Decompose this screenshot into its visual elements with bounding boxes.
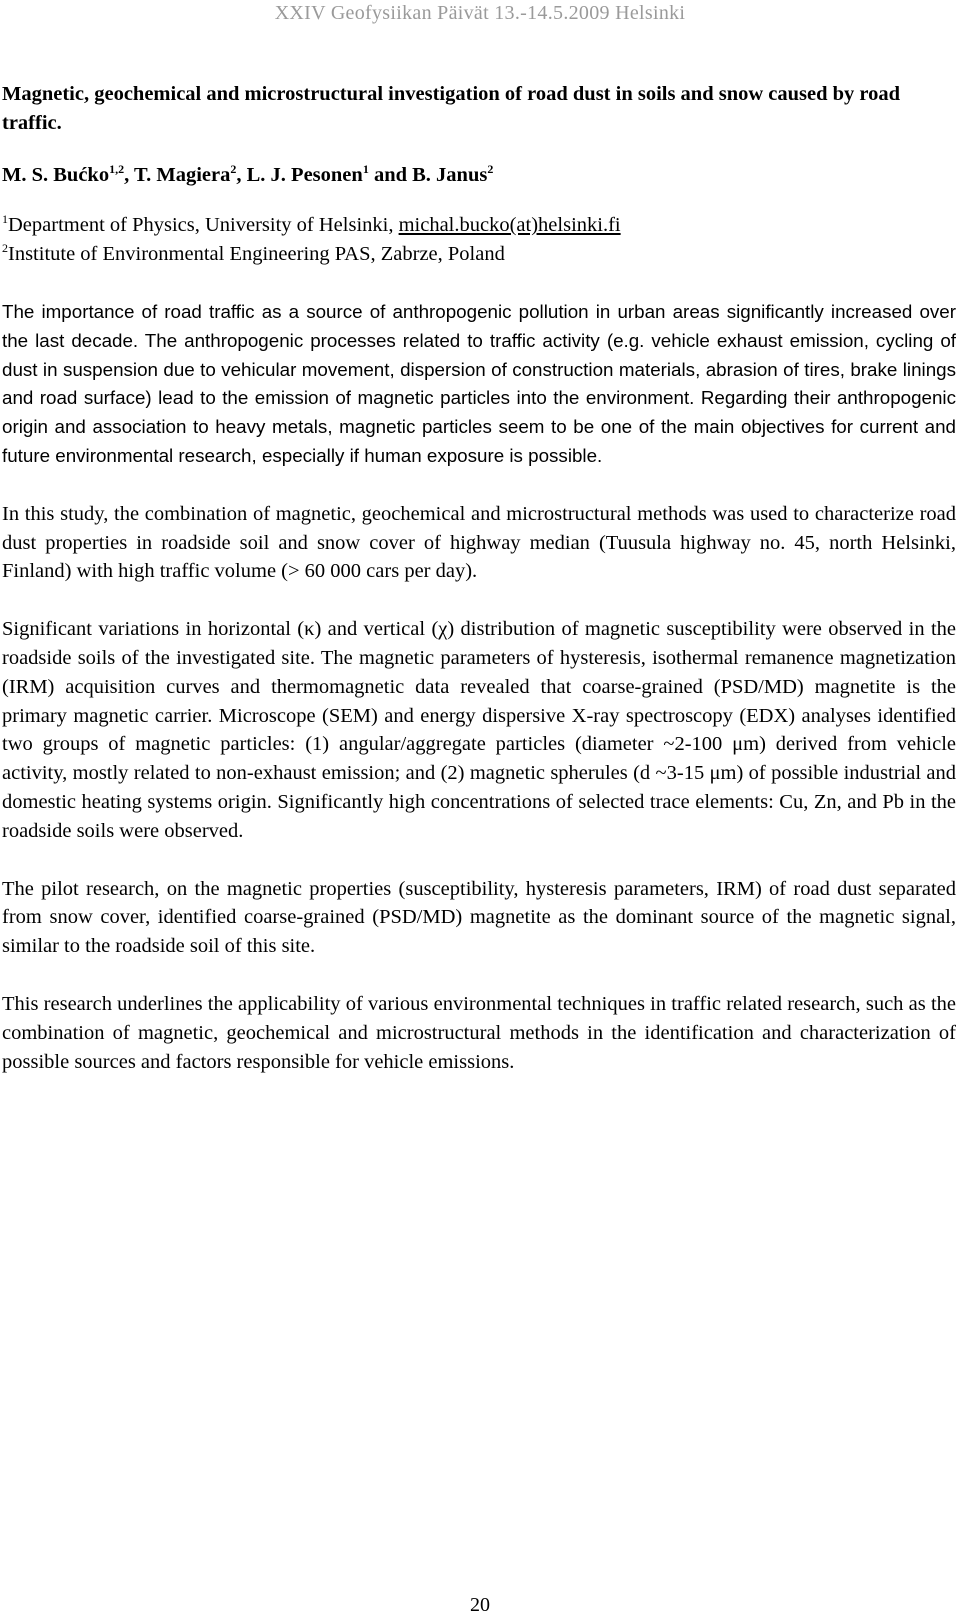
affiliation-text: Department of Physics, University of Helsinki, — [8, 214, 399, 236]
author — [247, 164, 413, 186]
abstract-paragraph-results: Significant variations in horizontal (κ) and vertical (χ) distribution of magnetic susceptibility were observed in the roadside soils of the investigated site. The magnetic parameters of hysteresis, isothermal remanence magnetization (IRM) acquisition curves and thermomagnetic data revealed that coarse-grained (PSD/MD) magnetite is the primary magnetic carrier. Microscope (SEM) and energy dispersive X-ray spectroscopy (EDX) analyses identified two groups of magnetic particles: (1) angular/aggregate particles (diameter ~2-100 μm) derived from vehicle activity, mostly related to non-exhaust emission; and (2) magnetic spherules (d ~3-15 μm) of possible industrial and domestic heating systems origin. Significantly high concentrations of selected trace elements: Cu, Zn, and Pb in the roadside soils were observed. — [2, 618, 956, 842]
author-name: B. Janus — [412, 164, 488, 186]
author-name: T. Magiera — [133, 164, 231, 186]
author-list — [2, 161, 956, 189]
author-affiliation-marker: 2 — [487, 162, 494, 176]
author-affiliation-marker: 1,2 — [109, 162, 125, 176]
author — [412, 164, 493, 186]
author-name: L. J. Pesonen — [246, 164, 363, 186]
abstract-paragraph-pilot: The pilot research, on the magnetic properties (susceptibility, hysteresis parameters, IRM) of road dust separated from snow cover, identified coarse-grained (PSD/MD) magnetite as the dominant source of the magnetic signal, similar to the roadside soil of this site. — [2, 877, 956, 958]
affiliation-text: Institute of Environmental Engineering PAS, Zabrze, Poland — [8, 243, 505, 265]
affiliation — [2, 240, 956, 269]
page-number: 20 — [470, 1594, 490, 1616]
affiliation-list — [2, 211, 956, 269]
abstract-paragraph-study: In this study, the combination of magnetic, geochemical and microstructural methods was used to characterize road dust properties in roadside soil and snow cover of highway median (Tuusula highway no. 45, north Helsinki, Finland) with high traffic volume (> 60 000 cars per day). — [2, 502, 956, 583]
author-separator: and — [368, 164, 413, 186]
author-separator: , — [124, 164, 134, 186]
author-affiliation-marker: 2 — [230, 162, 237, 176]
abstract-paragraph-conclusion: This research underlines the applicability of various environmental techniques in traffic related research, such as the combination of magnetic, geochemical and microstructural methods in the identification and characterization of possible sources and factors responsible for vehicle emissions. — [2, 992, 956, 1073]
abstract-body — [2, 80, 956, 1076]
affiliation — [2, 211, 956, 240]
author-name: M. S. Bućko — [2, 164, 110, 186]
email-link[interactable]: michal.bucko(at)helsinki.fi — [398, 214, 621, 236]
author — [2, 164, 134, 186]
running-header: XXIV Geofysiikan Päivät 13.-14.5.2009 Helsinki — [274, 2, 686, 24]
author-affiliation-marker: 1 — [362, 162, 369, 176]
author — [134, 164, 247, 186]
affiliation-marker: 1 — [2, 212, 8, 226]
author-separator: , — [236, 164, 247, 186]
affiliation-marker: 2 — [2, 241, 8, 255]
abstract-paragraph-intro: The importance of road traffic as a source of anthropogenic pollution in urban areas significantly increased over the last decade. The anthropogenic processes related to traffic activity (e.g. vehicle exhaust emission, cycling of dust in suspension due to vehicular movement, dispersion of construction materials, abrasion of tires, brake linings and road surface) lead to the emission of magnetic particles into the environment. Regarding their anthropogenic origin and association to heavy metals, magnetic particles seem to be one of the main objectives for current and future environmental research, especially if human exposure is possible. — [2, 301, 956, 466]
paper-title: Magnetic, geochemical and microstructural investigation of road dust in soils and snow caused by road traffic. — [2, 83, 901, 134]
